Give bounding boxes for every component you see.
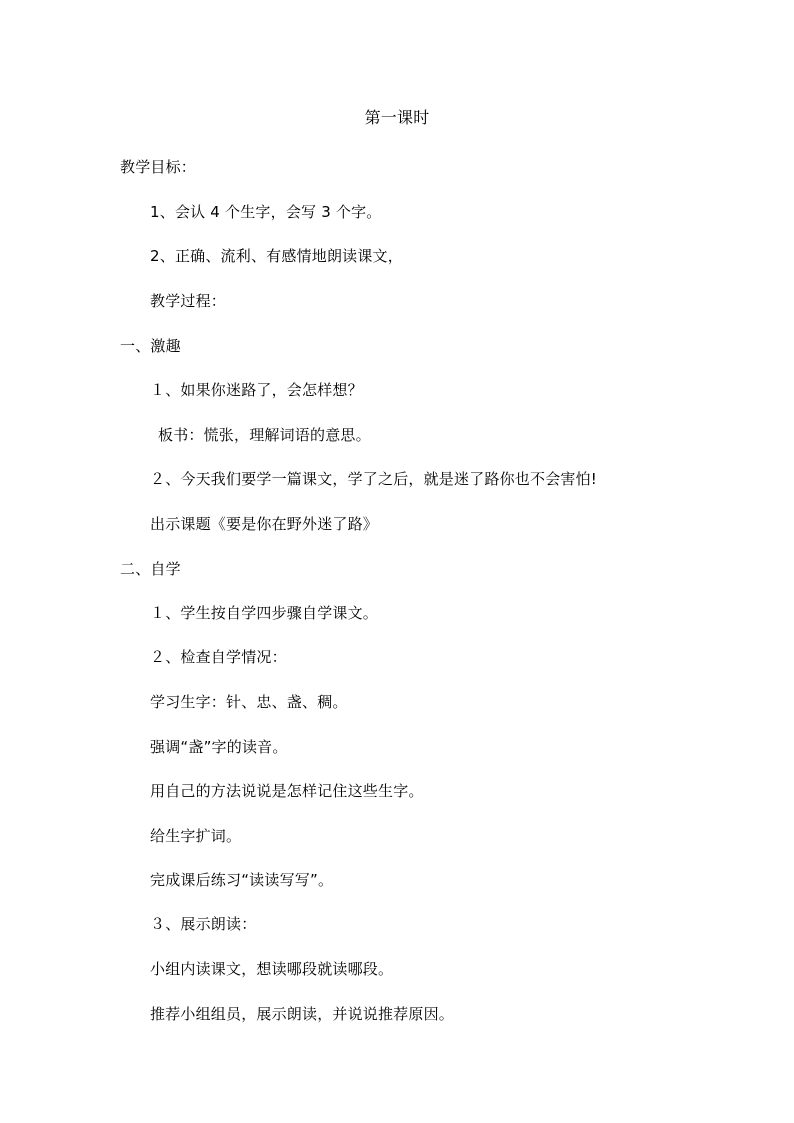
section-heading-process: 教学过程： [150,292,227,310]
paragraph-line: 用自己的方法说说是怎样记住这些生字。 [150,782,424,800]
paragraph-line: 推荐小组组员，展示朗读，并说说推荐原因。 [150,1005,455,1023]
step-item: ２、今天我们要学一篇课文，学了之后，就是迷了路你也不会害怕! [150,470,598,488]
step-item: １、学生按自学四步骤自学课文。 [150,604,379,622]
step-item: ２、检查自学情况： [150,648,287,666]
paragraph-line: 完成课后练习“读读写写”。 [150,871,334,889]
lesson-title-line: 出示课题《要是你在野外迷了路》 [150,515,379,533]
blackboard-note: 板书：慌张，理解词语的意思。 [158,426,371,444]
step-item: １、如果你迷路了，会怎样想？ [150,381,363,399]
step-item: ３、展示朗读： [150,915,257,933]
page-title: 第一课时 [364,108,430,127]
paragraph-line: 学习生字：针、忠、盏、稠。 [150,693,348,711]
section-heading-self-study: 二、自学 [120,560,181,578]
section-heading-objectives: 教学目标： [120,158,197,176]
section-heading-motivation: 一、激趣 [120,337,181,355]
paragraph-line: 小组内读课文，想读哪段就读哪段。 [150,960,394,978]
paragraph-line: 强调“盏”字的读音。 [150,738,288,756]
objective-item-1: 1、会认 4 个生字，会写 3 个字。 [150,203,382,221]
objective-item-2: 2、正确、流利、有感情地朗读课文， [150,247,403,265]
paragraph-line: 给生字扩词。 [150,827,242,845]
